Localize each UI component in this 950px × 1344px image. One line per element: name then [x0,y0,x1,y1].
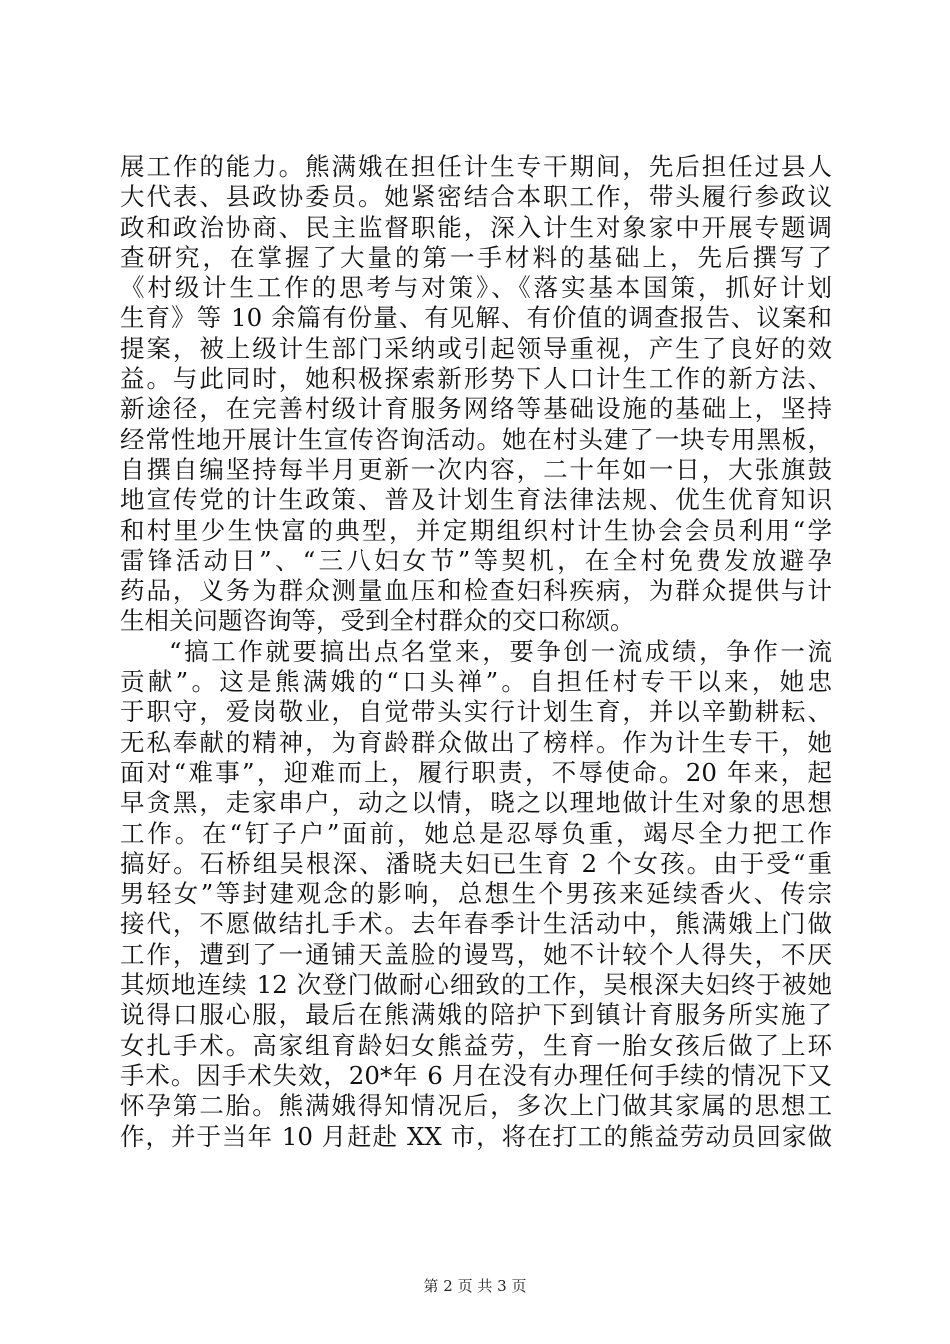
text-line: 面对“难事”，迎难而上，履行职责，不辱使命。20 年来，起 [120,757,832,787]
text-line: 政和政治协商、民主监督职能，深入计生对象家中开展专题调 [120,212,832,242]
text-line: 生相关问题咨询等，受到全村群众的交口称颂。 [120,606,635,636]
page-number: 第 2 页 共 3 页 [423,1277,527,1295]
text-line: 接代，不愿做结扎手术。去年春季计生活动中，熊满娥上门做 [120,909,832,939]
text-line: 查研究，在掌握了大量的第一手材料的基础上，先后撰写了 [120,242,832,272]
body-text [120,152,832,1152]
text-line: 说得口服心服，最后在熊满娥的陪护下到镇计育服务所实施了 [120,1000,832,1030]
text-line: 益。与此同时，她积极探索新形势下人口计生工作的新方法、 [120,364,832,394]
text-line: 提案，被上级计生部门采纳或引起领导重视，产生了良好的效 [120,333,832,363]
text-line: 展工作的能力。熊满娥在担任计生专干期间，先后担任过县人 [120,152,832,181]
paragraph-first-line: “搞工作就要搞出点名堂来，要争创一流成绩，争作一流 [169,636,832,666]
text-line: 工作。在“钉子户”面前，她总是忍辱负重，竭尽全力把工作 [120,818,832,848]
text-line: 于职守，爱岗敬业，自觉带头实行计划生育，并以辛勤耕耘、 [120,697,832,727]
text-line: 《村级计生工作的思考与对策》、《落实基本国策，抓好计划 [120,273,832,303]
text-line: 女扎手术。高家组育龄妇女熊益劳，生育一胎女孩后做了上环 [120,1030,832,1060]
text-line: 其烦地连续 12 次登门做耐心细致的工作，吴根深夫妇终于被她 [120,970,832,1000]
text-line: 大代表、县政协委员。她紧密结合本职工作，带头履行参政议 [120,182,832,212]
text-line: 雷锋活动日”、“三八妇女节”等契机，在全村免费发放避孕 [120,545,832,575]
text-line: 手术。因手术失效，20*年 6 月在没有办理任何手续的情况下又 [120,1060,832,1090]
text-line: 搞好。石桥组吴根深、潘晓夫妇已生育 2 个女孩。由于受“重 [120,848,832,878]
text-line: 工作，遭到了一通铺天盖脸的谩骂，她不计较个人得失，不厌 [120,939,832,969]
text-line: 作，并于当年 10 月赶赴 XX 市，将在打工的熊益劳动员回家做 [120,1121,832,1151]
text-line: 自撰自编坚持每半月更新一次内容，二十年如一日，大张旗鼓 [120,454,832,484]
text-line: 生育》等 10 余篇有份量、有见解、有价值的调查报告、议案和 [120,303,832,333]
text-line: 怀孕第二胎。熊满娥得知情况后，多次上门做其家属的思想工 [120,1091,832,1121]
text-line: 药品，义务为群众测量血压和检查妇科疾病，为群众提供与计 [120,576,832,606]
text-line: 新途径，在完善村级计育服务网络等基础设施的基础上，坚持 [120,394,832,424]
text-line: 地宣传党的计生政策、普及计划生育法律法规、优生优育知识 [120,485,832,515]
text-line: 经常性地开展计生宣传咨询活动。她在村头建了一块专用黑板， [120,424,832,454]
text-line: 男轻女”等封建观念的影响，总想生个男孩来延续香火、传宗 [120,879,832,909]
text-line: 和村里少生快富的典型，并定期组织村计生协会会员利用“学 [120,515,832,545]
page-footer [0,1276,950,1296]
text-line: 贡献”。这是熊满娥的“口头禅”。自担任村专干以来，她忠 [120,667,832,697]
text-line: 早贪黑，走家串户，动之以情，晓之以理地做计生对象的思想 [120,788,832,818]
text-line: 无私奉献的精神，为育龄群众做出了榜样。作为计生专干，她 [120,727,832,757]
